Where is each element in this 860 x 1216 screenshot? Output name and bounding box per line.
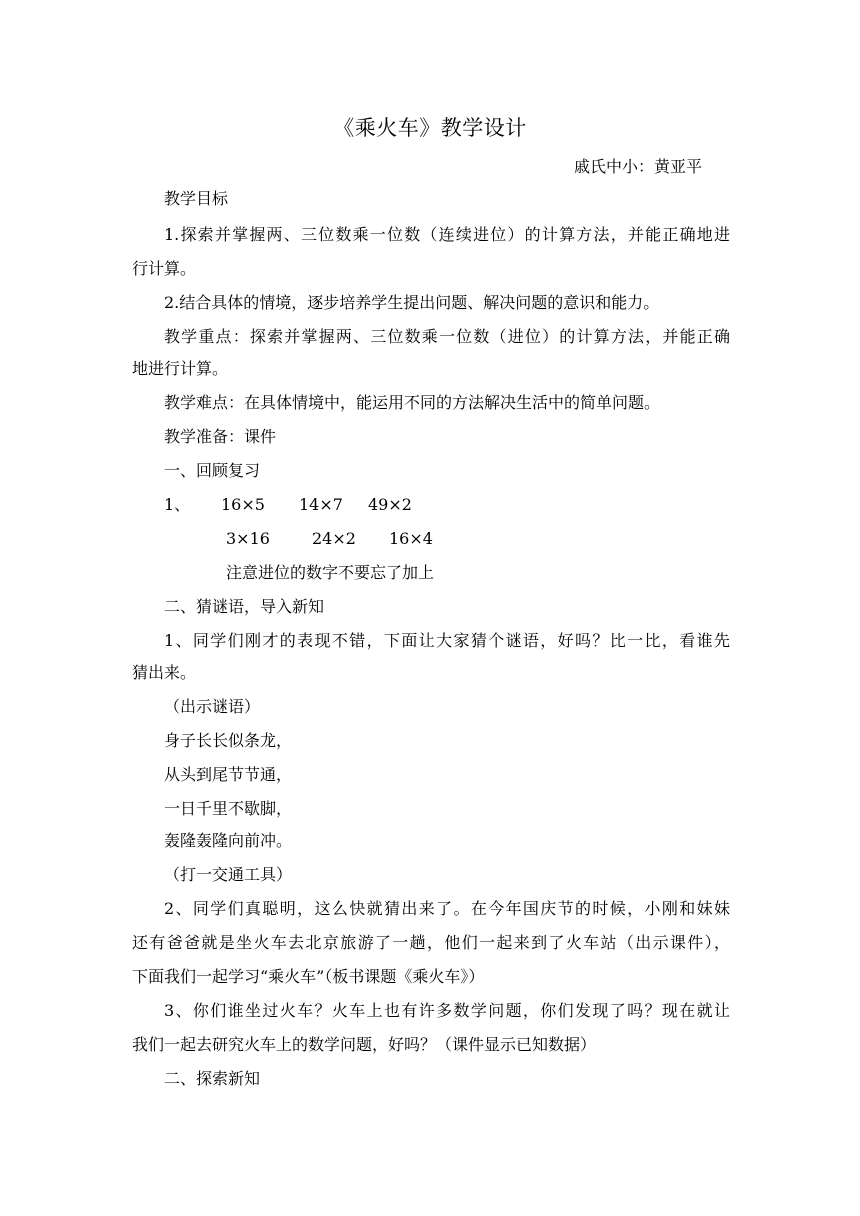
section-riddle-heading: 二、猜谜语，导入新知: [164, 597, 325, 616]
review-expression: 14×7: [299, 495, 343, 514]
key-point-line-1: 教学重点：探索并掌握两、三位数乘一位数（进位）的计算方法，并能正确: [164, 327, 730, 346]
difficulty-point: 教学难点：在具体情境中，能运用不同的方法解决生活中的简单问题。: [164, 393, 661, 412]
paragraph-2-line-2: 还有爸爸就是坐火车去北京旅游了一趟，他们一起来到了火车站（出示课件），: [132, 933, 730, 952]
author-line: 戚氏中小：黄亚平: [574, 157, 703, 176]
teaching-prep: 教学准备：课件: [164, 427, 277, 446]
goal-2: 2.结合具体的情境，逐步培养学生提出问题、解决问题的意识和能力。: [164, 293, 660, 312]
paragraph-3-line-1: 3、你们谁坐过火车？火车上也有许多数学问题，你们发现了吗？现在就让: [164, 1001, 730, 1020]
section-explore-heading: 二、探索新知: [164, 1069, 261, 1088]
riddle-line: 身子长长似条龙，: [164, 731, 293, 750]
paragraph-3-line-2: 我们一起去研究火车上的数学问题，好吗？（课件显示已知数据）: [132, 1035, 597, 1054]
review-expression: 16×4: [389, 529, 433, 548]
review-expression: 24×2: [312, 529, 356, 548]
riddle-show: （出示谜语）: [164, 697, 261, 716]
riddle-line: 轰隆轰隆向前冲。: [164, 831, 293, 850]
section-review-heading: 一、回顾复习: [164, 461, 261, 480]
paragraph-1-line-1: 1、同学们刚才的表现不错，下面让大家猜个谜语，好吗？比一比，看谁先: [164, 631, 730, 650]
goals-heading: 教学目标: [164, 189, 229, 208]
paragraph-1-line-2: 猜出来。: [132, 663, 197, 682]
goal-1-line-1: 1.探索并掌握两、三位数乘一位数（连续进位）的计算方法，并能正确地进: [164, 225, 730, 244]
paragraph-2-line-3: 下面我们一起学习“乘火车”（板书课题《乘火车》）: [132, 967, 485, 986]
review-expression: 3×16: [226, 529, 270, 548]
goal-1-line-2: 行计算。: [132, 259, 197, 278]
document-title: 《乘火车》教学设计: [333, 116, 527, 140]
key-point-line-2: 地进行计算。: [132, 359, 229, 378]
review-expression: 16×5: [221, 495, 265, 514]
review-expression: 49×2: [368, 495, 412, 514]
riddle-line: 一日千里不歇脚，: [164, 799, 293, 818]
riddle-hint: （打一交通工具）: [164, 865, 293, 884]
review-number: 1、: [164, 495, 191, 514]
paragraph-2-line-1: 2、同学们真聪明，这么快就猜出来了。在今年国庆节的时候，小刚和妹妹: [164, 899, 730, 918]
review-note: 注意进位的数字不要忘了加上: [226, 563, 435, 582]
riddle-line: 从头到尾节节通，: [164, 765, 293, 784]
